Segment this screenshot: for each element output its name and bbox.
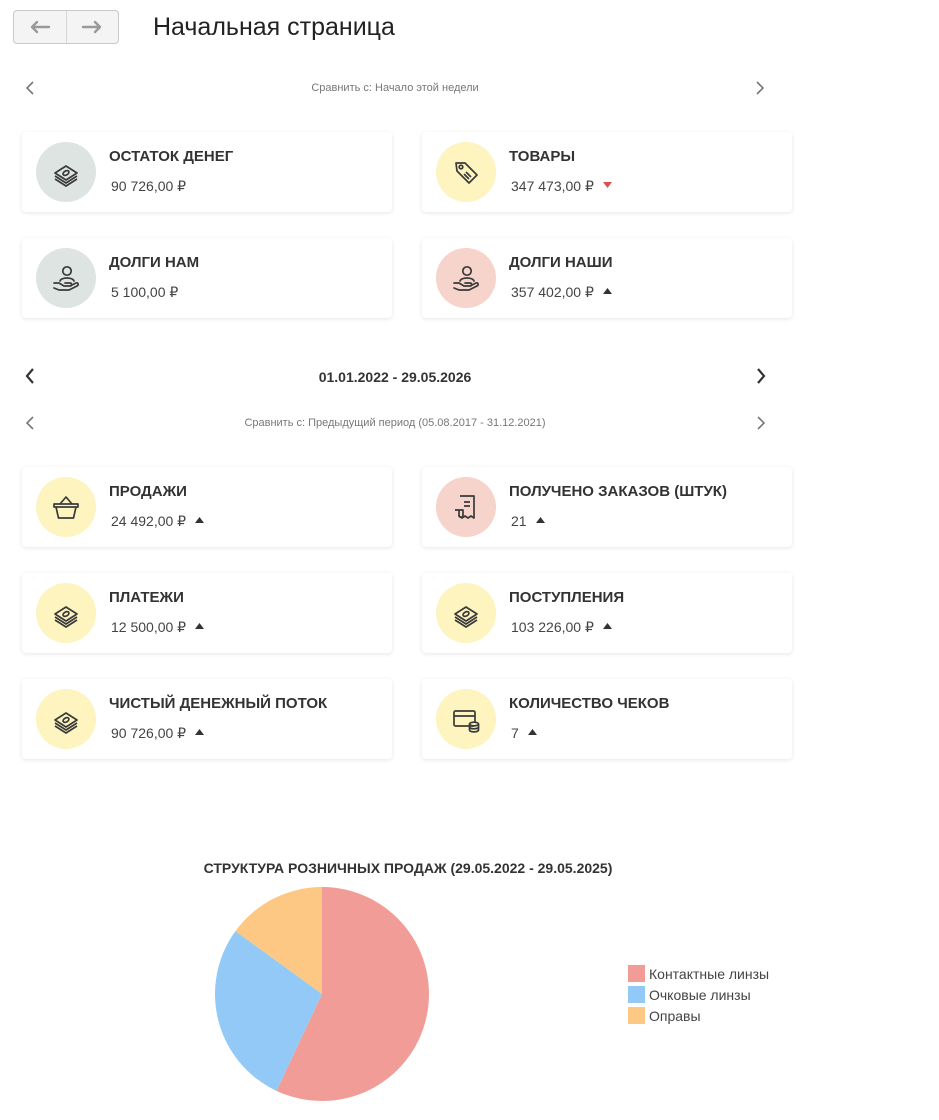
period-prev-button[interactable] (22, 368, 38, 384)
metric-card[interactable] (22, 467, 392, 547)
metric-icon-circle (436, 583, 496, 643)
metric-title: ОСТАТОК ДЕНЕГ (109, 148, 234, 165)
pie-chart (202, 874, 442, 1114)
metric-value: 90 726,00 ₽ (111, 178, 187, 194)
compare-prev-button[interactable] (22, 80, 38, 96)
metric-value: 90 726,00 ₽ (111, 725, 187, 741)
compare-label: Сравнить с: Начало этой недели (311, 82, 479, 94)
money-stack-icon (50, 703, 82, 735)
metric-title: КОЛИЧЕСТВО ЧЕКОВ (509, 695, 670, 712)
legend-swatch (628, 965, 645, 982)
back-button[interactable] (14, 11, 66, 43)
metric-value-row (511, 619, 612, 636)
money-stack-icon (450, 597, 482, 629)
legend-label: Очковые линзы (649, 986, 751, 1003)
chevron-right-icon (756, 368, 766, 384)
metric-card[interactable] (22, 679, 392, 759)
legend-swatch (628, 986, 645, 1003)
legend-swatch (628, 1007, 645, 1024)
metric-card[interactable] (422, 238, 792, 318)
chevron-right-icon (755, 81, 765, 95)
metric-value-row (511, 513, 545, 529)
metric-title: ПРОДАЖИ (109, 483, 187, 500)
compare-next-button[interactable] (752, 80, 768, 96)
chevron-left-icon (25, 81, 35, 95)
forward-button[interactable] (66, 11, 119, 43)
metric-value: 12 500,00 ₽ (111, 619, 187, 635)
metric-icon-circle (436, 477, 496, 537)
chart-legend (628, 963, 769, 1026)
metric-icon-circle (36, 583, 96, 643)
metric-title: ПОСТУПЛЕНИЯ (509, 589, 625, 606)
metric-title: ДОЛГИ НАШИ (509, 254, 613, 271)
hand-user-icon (50, 262, 82, 294)
receipt-icon (450, 491, 482, 523)
metric-value: 24 492,00 ₽ (111, 513, 187, 529)
arrow-left-icon (29, 20, 51, 34)
trend-up-icon (528, 729, 537, 735)
metric-value-row (511, 725, 537, 741)
basket-icon (50, 491, 82, 523)
metric-value: 357 402,00 ₽ (511, 284, 594, 300)
metric-value-row (111, 284, 178, 301)
period-label[interactable]: 01.01.2022 - 29.05.2026 (318, 369, 472, 385)
metric-title: ПОЛУЧЕНО ЗАКАЗОВ (ШТУК) (509, 483, 727, 500)
metric-title: ДОЛГИ НАМ (109, 254, 200, 271)
card-coins-icon (450, 703, 482, 735)
price-tag-icon (450, 156, 482, 188)
metric-value: 103 226,00 ₽ (511, 619, 594, 635)
metric-icon-circle (436, 142, 496, 202)
metric-title: ЧИСТЫЙ ДЕНЕЖНЫЙ ПОТОК (109, 695, 328, 712)
metric-value: 5 100,00 ₽ (111, 284, 179, 300)
legend-item[interactable] (628, 963, 769, 984)
arrow-right-icon (81, 20, 103, 34)
chevron-right-icon (756, 416, 766, 430)
legend-item[interactable] (628, 1005, 769, 1026)
trend-up-icon (603, 623, 612, 629)
metric-value-row (511, 284, 612, 301)
chevron-left-icon (25, 368, 35, 384)
period-next-button[interactable] (753, 368, 769, 384)
money-stack-icon (50, 156, 82, 188)
history-nav (13, 10, 119, 44)
trend-up-icon (195, 729, 204, 735)
metric-title: ПЛАТЕЖИ (109, 589, 184, 606)
metric-card[interactable] (22, 573, 392, 653)
metric-card[interactable] (422, 679, 792, 759)
chart-title: СТРУКТУРА РОЗНИЧНЫХ ПРОДАЖ (29.05.2022 - 29.05.2025) (203, 860, 613, 876)
metric-card[interactable] (22, 238, 392, 318)
trend-up-icon (603, 288, 612, 294)
compare-period-next-button[interactable] (753, 415, 769, 431)
metric-value-row (511, 178, 612, 195)
hand-user-icon (450, 262, 482, 294)
metric-value: 21 (511, 513, 527, 529)
metric-value: 347 473,00 ₽ (511, 178, 594, 194)
metric-card[interactable] (422, 467, 792, 547)
metric-card[interactable] (22, 132, 392, 212)
metric-icon-circle (36, 477, 96, 537)
metric-card[interactable] (422, 132, 792, 212)
legend-label: Оправы (649, 1007, 701, 1024)
compare-period-label: Сравнить с: Предыдущий период (05.08.2017 - 31.12.2021) (244, 417, 546, 429)
metric-icon-circle (436, 689, 496, 749)
trend-up-icon (536, 517, 545, 523)
trend-down-icon (603, 182, 612, 188)
metric-value: 7 (511, 725, 519, 741)
metric-icon-circle (36, 689, 96, 749)
trend-up-icon (195, 623, 204, 629)
metric-icon-circle (436, 248, 496, 308)
legend-item[interactable] (628, 984, 769, 1005)
metric-value-row (111, 619, 204, 636)
compare-period-prev-button[interactable] (22, 415, 38, 431)
legend-label: Контактные линзы (649, 965, 770, 982)
page-title: Начальная страница (153, 13, 395, 41)
metric-title: ТОВАРЫ (509, 148, 576, 165)
money-stack-icon (50, 597, 82, 629)
metric-value-row (111, 725, 204, 742)
metric-icon-circle (36, 142, 96, 202)
chevron-left-icon (25, 416, 35, 430)
metric-value-row (111, 513, 204, 530)
metric-icon-circle (36, 248, 96, 308)
metric-card[interactable] (422, 573, 792, 653)
trend-up-icon (195, 517, 204, 523)
metric-value-row (111, 178, 186, 195)
